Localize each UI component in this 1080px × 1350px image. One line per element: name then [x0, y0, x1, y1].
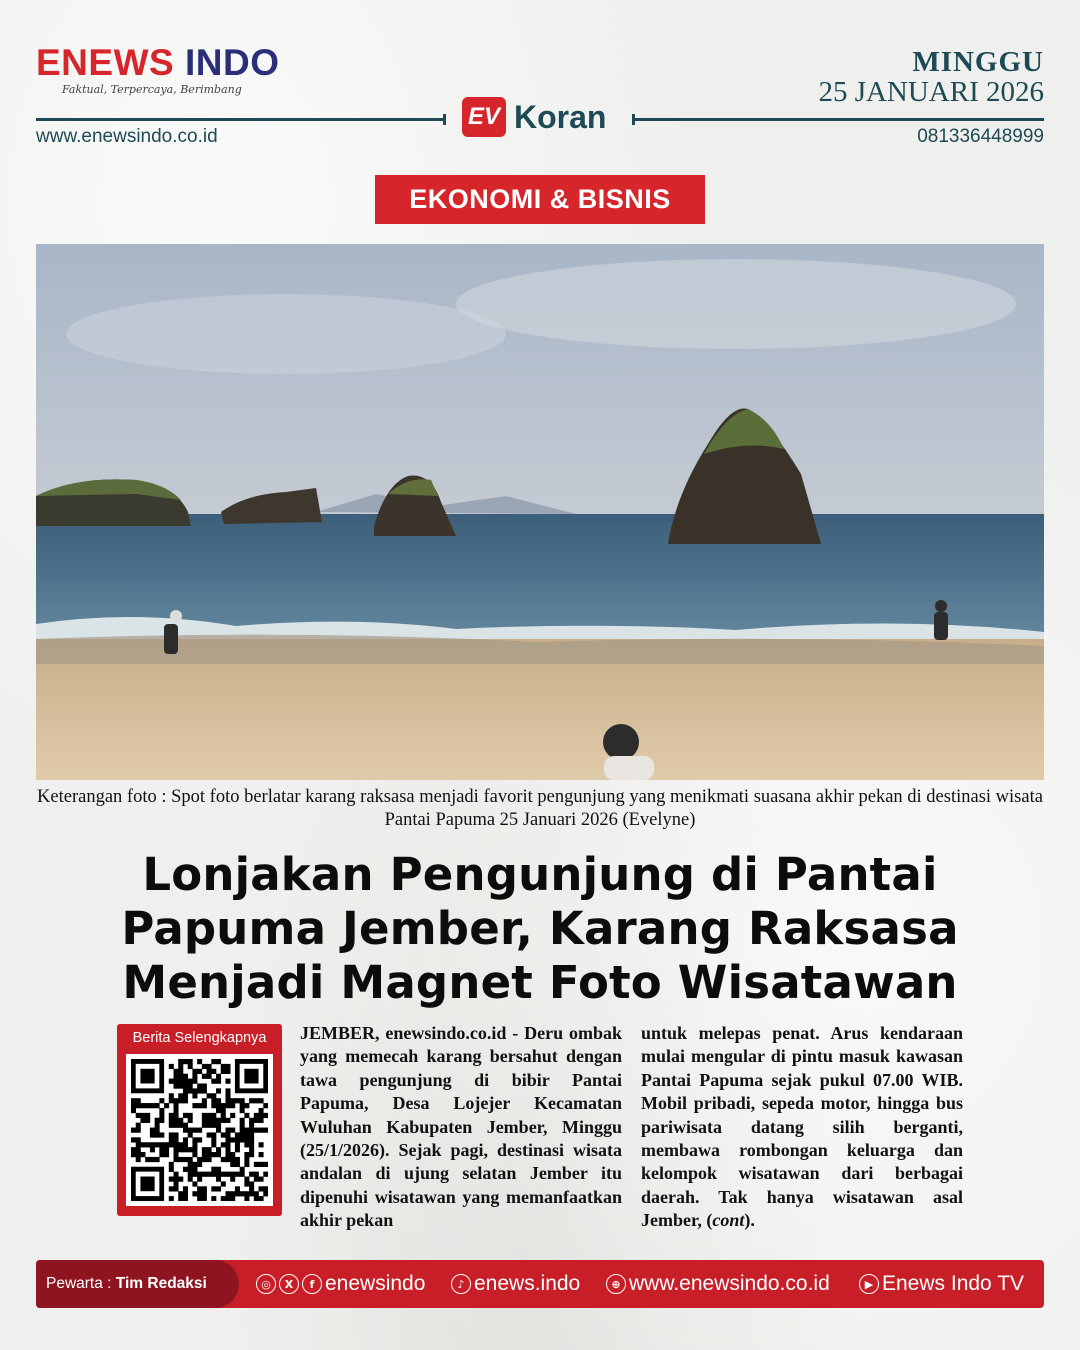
contact-phone: 081336448999 [917, 126, 1044, 147]
article-column-2-end: ). [744, 1210, 755, 1231]
reporter-label: Pewarta : [46, 1275, 112, 1292]
qr-code-image [131, 1059, 268, 1201]
qr-label: Berita Selengkapnya [132, 1030, 267, 1046]
web-url[interactable]: www.enewsindo.co.id [629, 1272, 830, 1295]
edition-logo [462, 97, 606, 137]
qr-card[interactable] [117, 1024, 282, 1216]
edition-name: Koran [514, 98, 607, 135]
issue-date [818, 48, 1044, 107]
social-links[interactable] [256, 1260, 425, 1308]
web-link[interactable] [606, 1260, 830, 1308]
tiktok-handle[interactable]: enews.indo [474, 1272, 581, 1295]
article-column-2 [641, 1022, 963, 1233]
header-rule-left [36, 118, 446, 121]
x-icon[interactable]: X [279, 1274, 299, 1294]
reporter-name: Tim Redaksi [115, 1275, 207, 1292]
footer-bar [36, 1260, 1044, 1308]
tiktok-link[interactable] [451, 1260, 580, 1308]
beach-photo [36, 244, 1044, 780]
tiktok-icon[interactable]: ♪ [451, 1274, 471, 1294]
reporter-credit [36, 1260, 239, 1308]
instagram-icon[interactable]: ◎ [256, 1274, 276, 1294]
article-column-2-text: untuk melepas penat. Arus kendaraan mulai mengular di pintu masuk kawasan Pantai Papuma sejak pukul 07.00 WIB. Mobil pribadi, sepeda motor, hingga bus pariwisata datang silih berganti, membawa rombongan keluarga dan kelompok wisatawan dari berbagai daerah. Tak hanya wisatawan asal Jember, ( [641, 1023, 963, 1231]
beach-illustration [36, 244, 1044, 780]
brand-name-part1: ENEWS [36, 42, 175, 83]
headline: Lonjakan Pengunjung di Pantai Papuma Jember, Karang Raksasa Menjadi Magnet Foto Wisatawan [121, 848, 959, 1009]
youtube-link[interactable] [859, 1260, 1024, 1308]
brand-tagline: Faktual, Terpercaya, Berimbang [62, 83, 242, 96]
youtube-icon[interactable]: ▶ [859, 1274, 879, 1294]
brand-logo [36, 44, 279, 96]
issue-day: MINGGU [912, 46, 1044, 78]
brand-name [36, 44, 279, 81]
article-column-1: JEMBER, enewsindo.co.id - Deru ombak yang memecah karang bersahut dengan tawa pengunjung di bibir Pantai Papuma, Desa Lojejer Kecamatan Wuluhan Kabupaten Jember, Minggu (25/1/2026). Sejak pagi, destinasi wisata andalan di ujung selatan Jember itu dipenuhi wisatawan yang memanfaatkan akhir pekan [300, 1023, 622, 1231]
website-url[interactable]: www.enewsindo.co.id [36, 126, 218, 147]
qr-code[interactable] [126, 1054, 273, 1206]
ev-logo-icon: EV [462, 97, 506, 137]
facebook-icon[interactable]: f [302, 1274, 322, 1294]
header-rule-right [632, 118, 1044, 121]
social-handle[interactable]: enewsindo [325, 1272, 426, 1295]
brand-name-part2: INDO [184, 42, 280, 83]
globe-icon[interactable]: ⊕ [606, 1274, 626, 1294]
issue-full-date: 25 JANUARI 2026 [818, 76, 1044, 108]
photo-caption: Keterangan foto : Spot foto berlatar karang raksasa menjadi favorit pengunjung yang menikmati suasana akhir pekan di destinasi wisata Pantai Papuma 25 Januari 2026 (Evelyne) [37, 787, 1043, 831]
youtube-channel[interactable]: Enews Indo TV [882, 1272, 1025, 1295]
category-badge: EKONOMI & BISNIS [375, 175, 705, 224]
article-cont-marker: cont [712, 1210, 745, 1231]
